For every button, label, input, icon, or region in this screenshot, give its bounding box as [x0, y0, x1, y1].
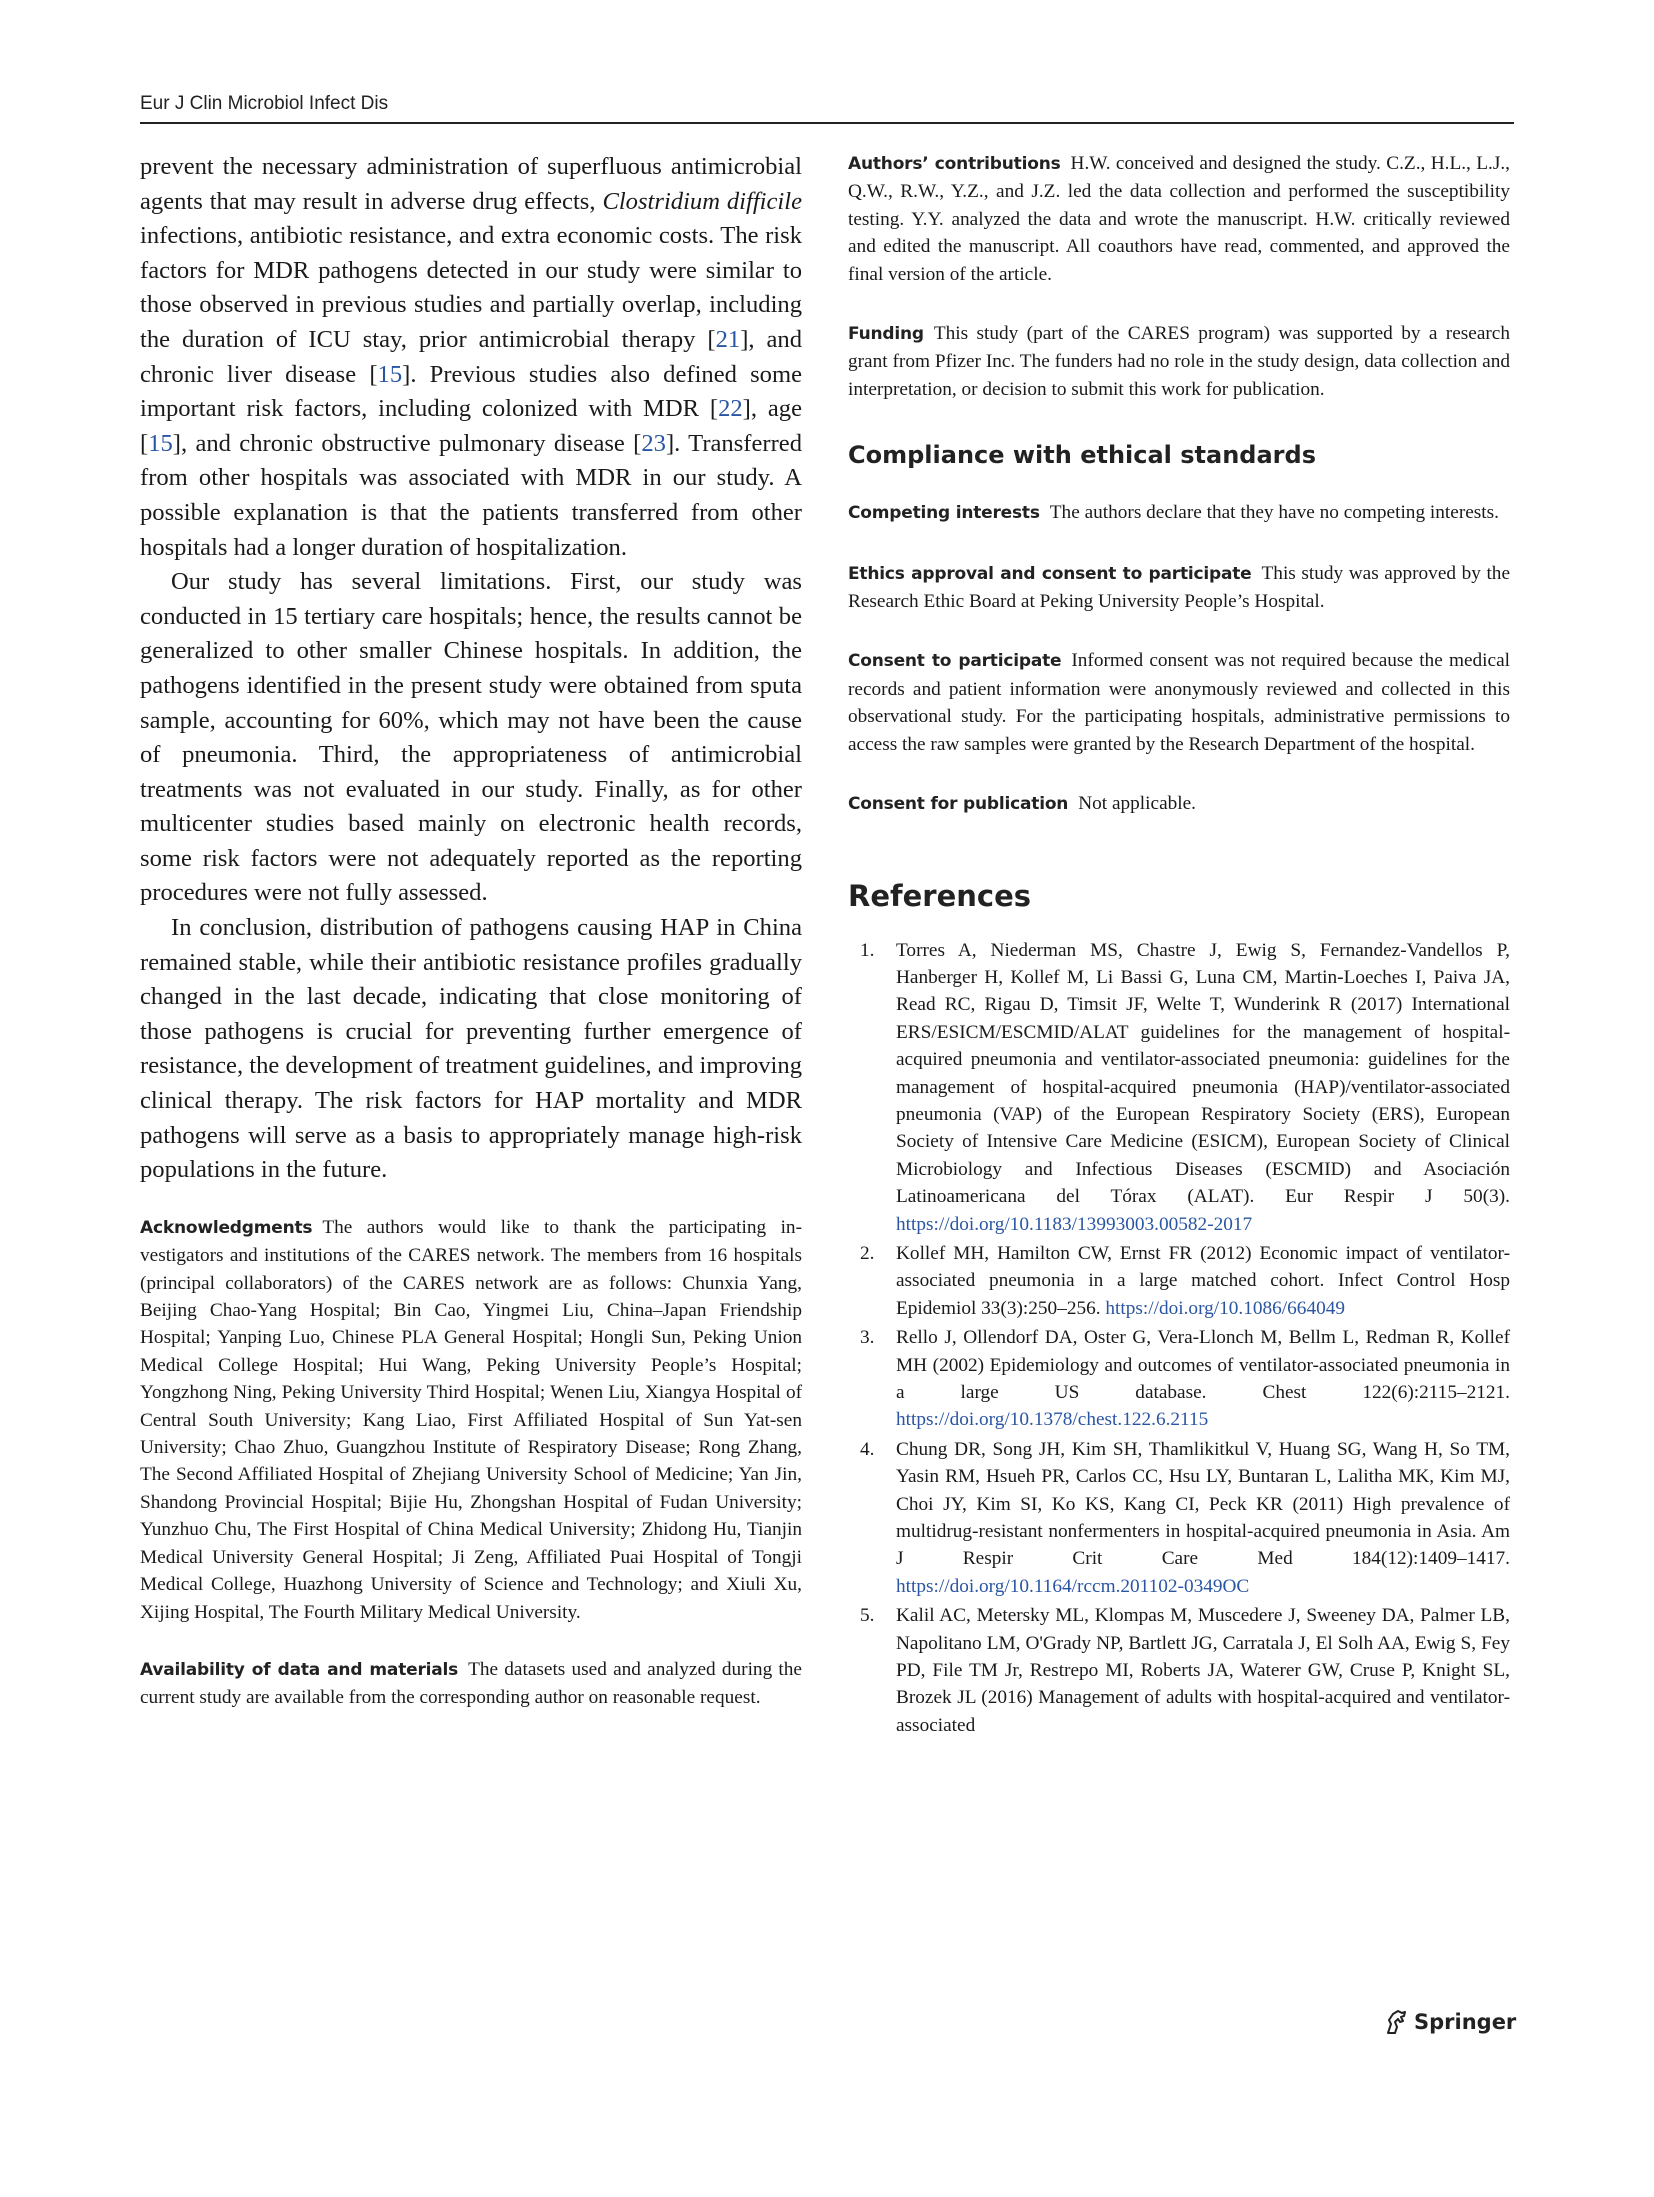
paragraph-text: infections, antibiotic resistance, and extra economic costs. The risk factors for MDR pathogens detected in our study were similar to those observed in previous studies and partially overlap, including the duration of ICU stay, prior antimicrobial therapy [ — [140, 222, 802, 353]
paragraph-text: prevent the necessary administration of superfluous antimicrobial agents that may result in adverse drug effects, — [140, 153, 802, 215]
consent-publication-text: Not applicable. — [1078, 793, 1197, 815]
reference-doi-link[interactable]: https://doi.org/10.1164/rccm.201102-0349OC — [896, 1575, 1250, 1597]
right-column — [848, 150, 1510, 1741]
availability-section — [140, 1656, 802, 1712]
citation-link[interactable]: 22 — [718, 395, 743, 423]
consent-publication-heading: Consent for publication — [848, 794, 1069, 815]
reference-number: 2. — [860, 1242, 875, 1264]
italic-term: Clostridium difficile — [602, 187, 802, 215]
springer-horse-logo-icon — [1382, 2008, 1410, 2036]
contributions-text: H.W. conceived and designed the study. C.Z., H.L., L.J., Q.W., R.W., Y.Z., and J.Z. led the data collection and performed the susceptibility testing. Y.Y. analyzed the data and wrote the manuscript. H.W. critically reviewed and edited the manuscript. All coauthors have read, commented, and approved the final version of the article. — [848, 153, 1510, 285]
citation-link[interactable]: 23 — [641, 429, 666, 457]
paragraph-text: ], age [ — [140, 395, 803, 457]
citation-link[interactable]: 15 — [148, 429, 173, 457]
body-paragraph — [140, 150, 802, 565]
availability-text: The datasets used and analyzed during the current study are available from the corresponding author on reasonable request. — [140, 1658, 802, 1709]
journal-name: Eur J Clin Microbiol Infect Dis — [140, 93, 389, 114]
paragraph-text: ]. Previous studies also defined some important risk factors, including colonized with MDR [ — [140, 360, 802, 423]
reference-item — [848, 1602, 1510, 1739]
consent-participate-section — [848, 647, 1510, 758]
reference-doi-link[interactable]: https://doi.org/10.1378/chest.122.6.2115 — [896, 1409, 1209, 1431]
reference-number: 3. — [860, 1327, 875, 1349]
citation-link[interactable]: 15 — [377, 360, 403, 388]
consent-participate-heading: Consent to participate — [848, 651, 1062, 672]
references-heading: References — [848, 878, 1032, 913]
citation-link[interactable]: 21 — [715, 325, 741, 353]
reference-item — [848, 1436, 1510, 1600]
paragraph-text: ], and chronic obstructive pulmonary disease [ — [172, 429, 642, 457]
reference-item — [848, 1324, 1510, 1434]
reference-item — [848, 937, 1510, 1238]
running-head — [140, 86, 1514, 124]
acknowledgments-section — [140, 1214, 802, 1626]
reference-text: Kollef MH, Hamilton CW, Ernst FR (2012) Economic impact of ventilator-associated pneumonia in a large matched cohort. Infect Control Hosp Epidemiol 33(3):250–256. — [896, 1242, 1510, 1319]
reference-doi-link[interactable]: https://doi.org/10.1183/13993003.00582-2017 — [896, 1213, 1253, 1235]
references-list — [848, 937, 1510, 1740]
availability-heading: Availability of data and materials — [140, 1659, 459, 1680]
funding-section — [848, 320, 1510, 403]
reference-number: 1. — [860, 939, 875, 961]
contributions-heading: Authors’ contributions — [848, 154, 1061, 174]
left-column — [140, 150, 802, 1712]
body-paragraphs — [140, 150, 802, 1188]
reference-number: 4. — [860, 1438, 875, 1460]
reference-doi-link[interactable]: https://doi.org/10.1086/664049 — [1105, 1297, 1346, 1319]
acknowledgments-heading: Acknowledgments — [140, 1217, 313, 1238]
contributions-section — [848, 150, 1510, 288]
competing-interests-section — [848, 499, 1510, 527]
competing-interests-text: The authors declare that they have no competing interests. — [1049, 502, 1499, 524]
reference-number: 5. — [860, 1605, 875, 1627]
acknowledgments-text: The authors would like to thank the participating investigators and institutions of the CARES network. The members from 16 hospitals (principal collaborators) of the CARES network are as follows: Chunxia Yang, Beijing Chao-Yang Hospital; Bin Cao, Yingmei Liu, China–Japan Friendship Hospital; Yanping Luo, Chinese PLA General Hospital; Hongli Sun, Peking Union Medical College Hospital; Hui Wang, Peking University People’s Hospital; Yongzhong Ning, Peking University Third Hospital; Wenen Liu, Xiangya Hospital of Central South University; Kang Liao, First Affiliated Hospital of Sun Yat-sen University; Chao Zhuo, Guangzhou Institute of Respiratory Disease; Rong Zhang, The Second Affiliated Hospital of Zhejiang University School of Medicine; Yan Jin, Shandong Provincial Hospital; Bijie Hu, Zhongshan Hospital of Fudan University; Yunzhuo Chu, The First Hospital of China Medical University; Zhidong Hu, Tianjin Medical University General Hospital; Ji Zeng, Affiliated Puai Hospital of Tongji Medical College, Huazhong University of Science and Technology; and Xiuli Xu, Xijing Hospital, The Fourth Military Medical University. — [140, 1216, 802, 1623]
consent-publication-section — [848, 790, 1510, 818]
ethics-text: This study was approved by the Research Ethic Board at Peking University People’s Hospital. — [848, 562, 1510, 613]
competing-interests-heading: Competing interests — [848, 503, 1040, 524]
reference-text: Chung DR, Song JH, Kim SH, Thamlikitkul V, Huang SG, Wang H, So TM, Yasin RM, Hsueh PR, Carlos CC, Hsu LY, Buntaran L, Lalitha MK, Kim MJ, Choi JY, Kim SI, Ko KS, Kang CI, Peck KR (2011) High prevalence of multidrug-resistant nonfermenters in hospital-acquired pneumonia in Asia. Am J Respir Crit Care Med 184(12):1409–1417. — [896, 1438, 1510, 1570]
reference-text: Rello J, Ollendorf DA, Oster G, Vera-Llonch M, Bellm L, Redman R, Kollef MH (2002) Epidemiology and outcomes of ventilator-associated pneumonia in a large US database. Chest 122(6):2115–2121. — [896, 1327, 1510, 1403]
ethics-heading: Ethics approval and consent to participate — [848, 563, 1252, 584]
body-paragraph — [140, 565, 802, 911]
paragraph-text: In conclusion, distribution of pathogens causing HAP in China remained stable, while their antibiotic resistance profiles gradually changed in the last decade, indicating that close monitoring of those pathogens is crucial for preventing further emergence of resistance, the development of treatment guidelines, and improving clinical therapy. The risk factors for HAP mortality and MDR pathogens will serve as a basis to appropriately manage high-risk populations in the future. — [140, 914, 802, 1184]
reference-item — [848, 1240, 1510, 1322]
publisher-logo — [1382, 2006, 1522, 2040]
funding-text: This study (part of the CARES program) was supported by a research grant from Pfizer Inc. The funders had no role in the study design, data collection and interpretation, or decision to submit this work for publication. — [848, 323, 1510, 400]
reference-text: Kalil AC, Metersky ML, Klompas M, Muscedere J, Sweeney DA, Palmer LB, Napolitano LM, O'Grady NP, Bartlett JG, Carratala J, El Solh AA, Ewig S, Fey PD, File TM Jr, Restrepo MI, Roberts JA, Waterer GW, Cruse P, Knight SL, Brozek JL (2016) Management of adults with hospital-acquired and ventilator-associated — [896, 1605, 1510, 1736]
consent-participate-text: Informed consent was not required because the medical records and patient information were anonymously reviewed and collected in this observational study. For the participating hospitals, administrative permissions to access the raw samples were granted by the Research Department of the hospital. — [848, 650, 1510, 755]
reference-text: Torres A, Niederman MS, Chastre J, Ewig S, Fernandez-Vandellos P, Hanberger H, Kollef M, Li Bassi G, Luna CM, Martin-Loeches I, Paiva JA, Read RC, Rigau D, Timsit JF, Welte T, Wunderink R (2017) International ERS/ESICM/ESCMID/ALAT guidelines for the management of hospital-acquired pneumonia and ventilator-associated pneumonia: guidelines for the management of hospital-acquired pneumonia (HAP)/ventilator-associated pneumonia (VAP) of the European Respiratory Society (ERS), European Society of Intensive Care Medicine (ESICM), European Society of Clinical Microbiology and Infectious Diseases (ESCMID) and Asociación Latinoamericana del Tórax (ALAT). Eur Respir J 50(3). — [896, 939, 1510, 1208]
funding-heading: Funding — [848, 324, 924, 345]
body-paragraph — [140, 911, 802, 1188]
paragraph-text: ], and chronic liver disease [ — [140, 325, 802, 388]
compliance-heading: Compliance with ethical standards — [848, 441, 1316, 470]
publisher-name: Springer — [1414, 2010, 1517, 2034]
ethics-section — [848, 560, 1510, 616]
paragraph-text: Our study has several limitations. First, our study was conducted in 15 tertiary care hospitals; hence, the results cannot be generalized to other smaller Chinese hospitals. In addition, the pathogens identified in the present study were obtained from sputa sample, accounting for 60%, which may not have been the cause of pneumonia. Third, the appropriateness of antimicrobial treatments was not evaluated in our study. Finally, as for other multicenter studies based mainly on electronic health records, some risk factors were not adequately reported as the reporting procedures were not fully assessed. — [140, 568, 802, 907]
paragraph-text: ]. Transferred from other hospitals was associated with MDR in our study. A possible explanation is that the patients transferred from other hospitals had a longer duration of hospitalization. — [140, 429, 802, 561]
